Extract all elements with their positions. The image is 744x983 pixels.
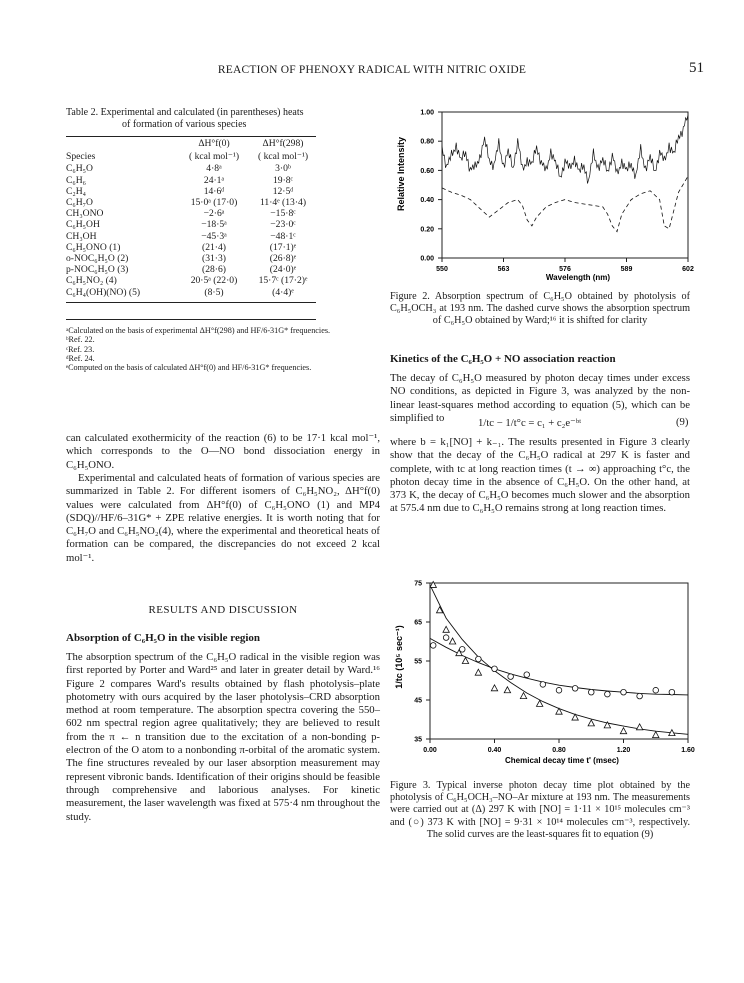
table-row [66, 242, 316, 253]
h0-cell: 24·1ᵃ [203, 174, 225, 186]
left-para-1: can calculated exothermicity of the reaction (6) to be 17·1 kcal mol⁻¹, which corresponds to the O—NO bond dissociation energy in C₆H₅ONO. [66, 432, 380, 471]
running-title: REACTION OF PHENOXY RADICAL WITH NITRIC OXIDE [217, 64, 527, 76]
fig3-point-373k [653, 687, 659, 693]
h0-cell: (31·3) [202, 253, 226, 265]
fig3-point-373k [605, 691, 611, 697]
kinetics-heading: Kinetics of the C₆H₅O + NO association reaction [390, 353, 616, 365]
fig3-point-297k [443, 626, 449, 632]
species-cell: C₆H₅NO₂ (4) [66, 275, 117, 287]
species-cell: o-NOC₆H₅O (2) [66, 253, 129, 265]
species-cell: p-NOC₆H₅O (3) [66, 264, 129, 276]
fig3-point-373k [524, 672, 530, 678]
species-cell: C₆H₅O [66, 163, 93, 175]
table-row [66, 264, 316, 275]
fig3-point-373k [476, 656, 482, 662]
fig2-xtick-label: 576 [559, 266, 571, 273]
fig2-ytick-label: 0.00 [420, 255, 434, 263]
fig3-point-297k [491, 685, 497, 691]
h0-cell: −2·6ᵃ [203, 208, 225, 220]
fig2-ylabel: Relative Intensity [396, 136, 406, 212]
table-row [66, 287, 316, 298]
fig3-point-373k [443, 635, 449, 641]
fig3-ytick-label: 45 [414, 697, 422, 705]
h0-cell: (8·5) [204, 286, 224, 298]
fig3-xtick-label: 0.00 [423, 747, 437, 754]
h0-cell: (21·4) [202, 241, 226, 253]
col-h298-header: ΔH°f(298) [262, 138, 304, 149]
fig3-point-373k [459, 647, 465, 653]
h298-cell: (26·8)ᵉ [269, 253, 297, 265]
h298-cell: 19·8ᶜ [272, 174, 294, 186]
fig3-point-373k [508, 674, 514, 680]
table-2 [66, 107, 380, 373]
left-para-3: The absorption spectrum of the C₆H₅O radical in the visible region was first reported by Porter and Ward²⁵ and later in greater detail by Ward.¹⁶ Figure 2 compares Ward's results obtained by flash photolysis–plate photometry with ours acquired by the laser photolysis–CRD absorption method at room temperature. The absorption spectra covering the 550–602 nm spectral region agree qualitatively; they are believed to result from the π ← n transition due to the excitation of a non-bonding p-electron of the O atom to a nonbonding π-orbital of the aromatic system. The fine structures revealed by our laser absorption measurement may represent vibronic bands. Identification of their origins should be feasible through comprehensive and laborious analyses. For kinetic measurement, the laser wavelength was fixed at 575·4 nm throughout the study. [66, 651, 381, 823]
fig3-point-297k [504, 687, 510, 693]
fig2-xtick-label: 589 [620, 266, 633, 273]
fig2-ytick-label: 0.20 [420, 226, 434, 234]
species-cell: C₆H₆ [66, 174, 87, 186]
species-cell: CH₃OH [66, 230, 97, 242]
h0-cell: 20·5ᵃ (22·0) [190, 275, 238, 287]
table-row [66, 275, 316, 286]
col-h298-unit: ( kcal mol⁻¹) [257, 151, 309, 163]
table-row [66, 231, 316, 242]
fig3-ytick-label: 55 [414, 658, 422, 666]
h298-cell: −23·0ᶜ [270, 219, 296, 231]
heats-of-formation-table [66, 137, 316, 298]
footnote-d: ᵈRef. 24. [66, 354, 95, 364]
equation-number: (9) [676, 416, 689, 428]
col-h0-header: ΔH°f(0) [198, 138, 230, 149]
table-row [66, 163, 316, 174]
fig3-point-297k [653, 732, 659, 738]
right-para-1: The decay of C₆H₅O measured by photon decay times under excess NO conditions, as depicted in Figure 3, was analyzed by the non-linear least-squares method according to equation (5), which can be simplified to [390, 372, 690, 424]
h298-cell: 3·0ᵇ [275, 163, 291, 175]
h0-cell: 4·8ᵃ [206, 163, 222, 175]
fig3-xtick-label: 1.20 [616, 747, 631, 754]
species-cell: C₆H₅ONO (1) [66, 241, 121, 253]
fig3-ylabel: 1/tc (10⁵ sec⁻¹) [394, 625, 404, 689]
fig3-point-297k [475, 669, 481, 675]
results-heading: RESULTS AND DISCUSSION [148, 604, 298, 616]
fig3-point-373k [556, 687, 562, 693]
fig3-point-373k [430, 643, 436, 649]
right-para-2: where b = k₁[NO] + k₋₁. The results presented in Figure 3 clearly show that the decay of the C₆H₅O radical at 297 K is faster and complete, with tc at long reaction times (t → ∞) approaching t°c, the photon decay time in the absence of C₆H₅O. On the other hand, at 373 K, the decay of C₆H₅O becomes much slower and the absorption at 575.4 nm due to C₆H₅O remains strong at long reaction times. [390, 436, 690, 515]
fig2-ytick-label: 0.80 [420, 138, 434, 146]
species-cell: C₆H₄(OH)(NO) (5) [66, 286, 141, 298]
fig2-ytick-label: 0.60 [420, 167, 434, 175]
h298-cell: (24·0)ᵉ [269, 264, 297, 276]
h0-cell: 15·0ᵃ (17·0) [190, 197, 238, 209]
fig2-measured-spectrum [442, 115, 688, 184]
fig3-xtick-label: 0.40 [487, 747, 502, 754]
fig3-point-297k [520, 693, 526, 699]
fig2-frame [442, 112, 688, 258]
fig3-point-373k [621, 689, 627, 695]
h298-cell: −15·8ᶜ [270, 208, 296, 220]
fig2-ytick-label: 1.00 [420, 109, 434, 117]
fig3-point-297k [636, 724, 642, 730]
species-cell: C₆H₅OH [66, 219, 100, 231]
h0-cell: (28·6) [202, 264, 226, 276]
fig3-point-297k [430, 581, 436, 587]
table-body [66, 163, 316, 297]
table-row [66, 253, 316, 264]
h298-cell: 12·5ᵈ [272, 185, 294, 197]
fig3-point-373k [572, 686, 578, 692]
figure-3 [390, 575, 700, 775]
species-cell: C₆H₇O [66, 197, 93, 209]
h298-cell: (17·1)ᵉ [269, 241, 297, 253]
fig3-xlabel: Chemical decay time t' (msec) [505, 756, 619, 765]
fig3-ytick-label: 35 [414, 736, 422, 744]
fig2-xlabel: Wavelength (nm) [545, 273, 611, 282]
species-cell: CH₃ONO [66, 208, 104, 220]
fig3-xtick-label: 0.80 [552, 747, 566, 754]
fig3-frame [430, 583, 688, 739]
fig2-xtick-label: 563 [497, 266, 510, 273]
fig3-xtick-label: 1.60 [681, 747, 695, 754]
fig3-point-373k [669, 689, 675, 695]
left-para-2: Experimental and calculated heats of formation of various species are summarized in Table 2. For different isomers of C₆H₅NO₂, ΔH°f(0) values were calculated from ΔH°f(0) of C₆H₅ONO (1) and MP4 (SDQ)//HF/6–31G* + ZPE relative energies. It is worth noting that for C₆H₇O and C₆H₅NO₂(4), where the experimental and theoretical heats of formation can be compared, the discrepancies do not exceed 2 kcal mol⁻¹. [66, 472, 380, 564]
table-row [66, 219, 316, 230]
h298-cell: 11·4ᵉ (13·4) [259, 197, 307, 209]
fig2-caption: Figure 2. Absorption spectrum of C₆H₅O obtained by photolysis of C₆H₅OCH₃ at 193 nm. The dashed curve shows the absorption spectrum of C₆H₅O obtained by Ward;¹⁶ it is shifted for clarity [390, 291, 690, 327]
fig3-point-297k [449, 638, 455, 644]
page-number: 51 [689, 60, 704, 76]
fig3-point-297k [620, 728, 626, 734]
h298-cell: 15·7ᶜ (17·2)ᵉ [258, 275, 308, 287]
h0-cell: −18·5ᵃ [201, 219, 227, 231]
h0-cell: 14·6ᵈ [203, 185, 225, 197]
fig3-point-297k [588, 720, 594, 726]
footnote-b: ᵇRef. 22. [66, 335, 95, 345]
fig2-xtick-label: 602 [682, 266, 694, 273]
footnote-c: ᶜRef. 23. [66, 344, 95, 354]
footnote-a: ᵃCalculated on the basis of experimental ΔH°f(298) and HF/6-31G* frequencies. [66, 325, 331, 335]
figure-2 [390, 104, 700, 284]
fig2-xtick-label: 550 [436, 266, 448, 273]
fig2-ward-spectrum [442, 176, 688, 232]
h298-cell: (4·4)ᵉ [272, 286, 294, 298]
table-row [66, 197, 316, 208]
fig3-point-373k [588, 689, 594, 695]
fig3-ytick-label: 75 [414, 580, 422, 588]
fig3-point-297k [462, 658, 468, 664]
footnote-e: ᵉComputed on the basis of calculated ΔH°f(0) and HF/6-31G* frequencies. [66, 363, 312, 373]
fig3-ytick-label: 65 [414, 619, 422, 627]
table-row [66, 208, 316, 219]
table-caption-line1: Table 2. Experimental and calculated (in parentheses) heats [66, 107, 304, 118]
equation-9: 1/tc − 1/t°c = c₁ + c₂e⁻ᵇᵗ [478, 417, 582, 429]
fig3-point-373k [637, 693, 643, 699]
table-caption-line2: of formation of various species [122, 119, 247, 130]
col-h0-unit: ( kcal mol⁻¹) [188, 151, 240, 163]
fig3-caption: Figure 3. Typical inverse photon decay time plot obtained by the photolysis of C₆H₅OCH₃–NO–Ar mixture at 193 nm. The measurements were carried out at (Δ) 297 K with [NO] = 1·11 × 10¹⁵ molecules cm⁻³ and (○) 373 K with [NO] = 9·31 × 10¹⁴ molecules cm⁻³, respectively. The solid curves are the least-squares fit to equation (9) [390, 780, 690, 840]
table-row [66, 175, 316, 186]
fig2-ytick-label: 0.40 [420, 197, 434, 205]
h0-cell: −45·3ᵃ [201, 230, 227, 242]
col-species-header: Species [66, 151, 96, 163]
fig3-point-373k [540, 682, 546, 688]
fig3-point-373k [492, 666, 498, 672]
species-cell: C₂H₄ [66, 185, 87, 197]
h298-cell: −48·1ᶜ [270, 230, 296, 242]
absorption-heading: Absorption of C₆H₅O in the visible region [66, 632, 261, 644]
table-row [66, 186, 316, 197]
